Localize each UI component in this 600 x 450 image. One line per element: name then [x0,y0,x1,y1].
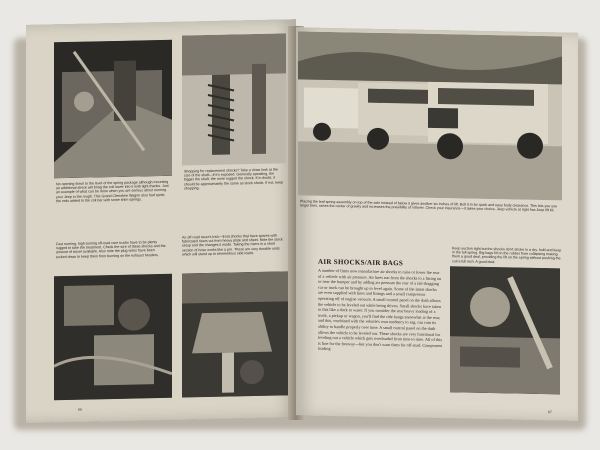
photo-shock-mount [182,271,288,397]
photo-caption-5: An off-road racer's trick—front shocks that have spares with fabricated risers cut from heavy plate and sheet. Note the stock setup and the changes it made. Taking the risers in a short section of hose works like a pro. These are very durable units which will stand up to tremendous side loads. [182,233,283,257]
photo-caption-2: Shopping for replacement shocks? Take a close look at the size of the shaft—if it's exposed. Generally speaking, the bigger the shaft, the more rugged the shock. If in doubt, it should be approximately the same as stock shock. If not, keep shopping. [184,167,284,191]
photo-jeeps-lot [298,31,562,200]
photo-air-bag [450,266,560,394]
photo-caption-6: Keep suction tight but the shocks don't stroke in a dry, hold and keep in the full spring. Big bags fill on the rubber from collapsing making them a good deal, providing the lift on the spring without pushing the coil a full inch. A good deal. [452,246,562,264]
body-text: A number of firms now manufacture air shocks to raise or lower the rear of a vehicle with air pressure. Air lines run from the shocks to a fitting on or near the bumper and by adding air pressure the rear of a tail-dragging car or truck can be brought up to level again. Some of the latest shocks are even supplied with lines and fittings and a small compressor operating off of engine vacuum. A small control panel on the dash allows the vehicle to be leveled out while being driven. Small shocks have taken to this like a duck to water. If you consider the rear heavy loading of a truck, a pickup or wagon, you'll find the ride hangs somewhat at the rear, and this, combined with the vehicle's own tendency to sag, can ruin its ability to handle properly over time. A small control panel on the dash allows the vehicle to be leveled out. These shocks are very functional for leveling out a vehicle which gets overloaded from time to time. All of this is fine for the freeway—but you don't want them for off-road. Component loading [318,267,442,352]
photo-coil-shock [182,33,286,165]
photo-suspension-bay [54,40,172,178]
folio-left: 66 [78,407,82,412]
folio-right: 67 [548,410,552,415]
section-heading: AIR SHOCKS/AIR BAGS [318,257,404,268]
photo-shock-engine [54,274,172,400]
photo-caption-3: Placing the leaf spring assembly on top of the axle instead of below it gives another six inches of lift. Bolt it in for quick and easy body clearance. This lets you use larger tires, raises the center of gravity and increases the possibility of rollover. Check your insurance—it takes your choice. Jeep vehicle at right has Jeep lift kit. [300,199,558,213]
photo-caption-4: Fast running, high-turning off-road race trucks have to be plenty rugged to take the treatment. Check the size of these shocks and the amount of travel available. Also note the plug wires have been tucked down to keep them from burning on the exhaust headers. [56,240,166,259]
photo-caption-1: No opening down to the level of the spring package although mounting an additional shock will bring the coil lower into it with tight thanks. Just an example of what can be done when you are serious about running your Jeep in the rough. This Grand Cherokee Wagon also had spots the rods added to the coil bar with some shim springs. [56,179,169,204]
right-page [296,27,578,420]
left-page [26,19,296,423]
